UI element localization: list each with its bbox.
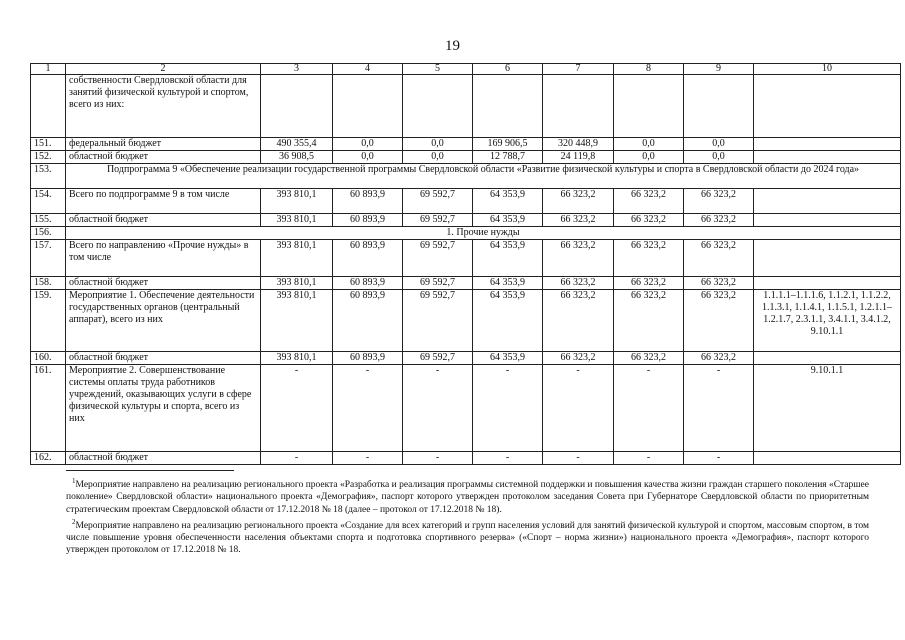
table-row: [31, 290, 901, 352]
value-cell: 66 323,2: [614, 277, 684, 290]
value-cell: 169 906,5: [473, 138, 543, 151]
footnote-separator: [66, 470, 234, 471]
footnote-1: [66, 475, 869, 516]
value-cell: 60 893,9: [333, 189, 403, 214]
footnote-text: Мероприятие направлено на реализацию регионального проекта «Создание для всех категорий и групп населения условий для занятий физической культурой и спортом, массовым спортом, в том числе повышение уровня обеспеченности населения объектами спорта и подготовка спортивного резерва» («Спорт – норма жизни») национального проекта «Демография», паспорт которого утвержден протоколом от 17.12.2018 № 18.: [66, 520, 869, 556]
row-label-cell: собственности Свердловской области для занятий физической культурой и спортом, всего из них:: [66, 75, 261, 138]
column-number: 2: [66, 64, 261, 75]
value-cell: 69 592,7: [403, 352, 473, 365]
value-cell: 66 323,2: [684, 189, 754, 214]
value-cell: 24 119,8: [543, 151, 614, 164]
table-body: [31, 64, 901, 465]
value-cell: [473, 75, 543, 138]
section-title-cell: 1. Прочие нужды: [66, 227, 901, 240]
value-cell: 66 323,2: [543, 189, 614, 214]
row-label-cell: областной бюджет: [66, 352, 261, 365]
value-cell: 490 355,4: [261, 138, 333, 151]
value-cell: 0,0: [333, 151, 403, 164]
table-row: [31, 151, 901, 164]
value-cell: 66 323,2: [684, 214, 754, 227]
table-row: [31, 189, 901, 214]
value-cell: 66 323,2: [614, 240, 684, 277]
value-cell: -: [543, 365, 614, 452]
target-indicator-cell: 9.10.1.1: [754, 365, 901, 452]
value-cell: 60 893,9: [333, 290, 403, 352]
value-cell: -: [614, 365, 684, 452]
value-cell: 0,0: [403, 138, 473, 151]
value-cell: 0,0: [614, 138, 684, 151]
value-cell: 66 323,2: [684, 240, 754, 277]
value-cell: 64 353,9: [473, 277, 543, 290]
target-indicator-cell: [754, 240, 901, 277]
row-number-cell: 156.: [31, 227, 66, 240]
table-row: [31, 75, 901, 138]
value-cell: -: [333, 452, 403, 465]
value-cell: -: [473, 365, 543, 452]
target-indicator-cell: 1.1.1.1–1.1.1.6, 1.1.2.1, 1.1.2.2, 1.1.3.1, 1.1.4.1, 1.1.5.1, 1.2.1.1–1.2.1.7, 2.3.1.1, 3.4.1.1, 3.4.1.2, 9.10.1.1: [754, 290, 901, 352]
column-number: 7: [543, 64, 614, 75]
value-cell: -: [614, 452, 684, 465]
value-cell: 393 810,1: [261, 214, 333, 227]
value-cell: 12 788,7: [473, 151, 543, 164]
value-cell: 60 893,9: [333, 240, 403, 277]
row-label-cell: федеральный бюджет: [66, 138, 261, 151]
value-cell: [684, 75, 754, 138]
budget-table: [30, 63, 901, 465]
row-label-cell: областной бюджет: [66, 151, 261, 164]
value-cell: -: [403, 365, 473, 452]
target-indicator-cell: [754, 277, 901, 290]
column-number: 6: [473, 64, 543, 75]
value-cell: [403, 75, 473, 138]
value-cell: 66 323,2: [614, 214, 684, 227]
value-cell: 60 893,9: [333, 352, 403, 365]
row-number-cell: 162.: [31, 452, 66, 465]
value-cell: 64 353,9: [473, 290, 543, 352]
table-row: [31, 277, 901, 290]
value-cell: -: [684, 365, 754, 452]
value-cell: 64 353,9: [473, 240, 543, 277]
value-cell: 36 908,5: [261, 151, 333, 164]
footnote-mark: 1: [72, 477, 76, 485]
target-indicator-cell: [754, 352, 901, 365]
value-cell: 60 893,9: [333, 277, 403, 290]
value-cell: 0,0: [684, 138, 754, 151]
column-number: 9: [684, 64, 754, 75]
value-cell: -: [473, 452, 543, 465]
value-cell: 66 323,2: [684, 290, 754, 352]
row-label-cell: Мероприятие 1. Обеспечение деятельности государственных органов (центральный аппарат), всего из них: [66, 290, 261, 352]
value-cell: 64 353,9: [473, 352, 543, 365]
value-cell: -: [403, 452, 473, 465]
row-number-cell: 151.: [31, 138, 66, 151]
footnotes: [66, 475, 869, 557]
target-indicator-cell: [754, 214, 901, 227]
footnote-mark: 2: [72, 517, 76, 526]
column-number: 3: [261, 64, 333, 75]
page-number: 19: [445, 38, 460, 54]
value-cell: 0,0: [333, 138, 403, 151]
table-row: [31, 352, 901, 365]
row-number-cell: 157.: [31, 240, 66, 277]
row-label-cell: Мероприятие 2. Совершенствование системы оплаты труда работников учреждений, оказывающих услуги в сфере физической культуры и спорта, всего из них: [66, 365, 261, 452]
value-cell: -: [333, 365, 403, 452]
value-cell: 66 323,2: [684, 352, 754, 365]
row-number-cell: 158.: [31, 277, 66, 290]
value-cell: 69 592,7: [403, 240, 473, 277]
value-cell: [543, 75, 614, 138]
value-cell: 393 810,1: [261, 290, 333, 352]
target-indicator-cell: [754, 75, 901, 138]
table-row: [31, 227, 901, 240]
row-label-cell: областной бюджет: [66, 277, 261, 290]
value-cell: [333, 75, 403, 138]
table-row: [31, 452, 901, 465]
row-number-cell: [31, 75, 66, 138]
row-number-cell: 154.: [31, 189, 66, 214]
footnote-2: [66, 516, 869, 557]
value-cell: 60 893,9: [333, 214, 403, 227]
value-cell: 393 810,1: [261, 240, 333, 277]
value-cell: -: [684, 452, 754, 465]
value-cell: [614, 75, 684, 138]
row-number-cell: 159.: [31, 290, 66, 352]
footnote-text: Мероприятие направлено на реализацию регионального проекта «Разработка и реализация программы системной поддержки и повышения качества жизни граждан старшего поколения «Старшее поколение» Свердловской области» национального проекта «Демография», паспорт которого утвержден протоколом заседания Совета при Губернаторе Свердловской области по приоритетным стратегическим проектам Свердловской области от 17.12.2018 № 18 (далее – протокол от 17.12.2018 № 18).: [66, 480, 869, 515]
value-cell: 0,0: [614, 151, 684, 164]
value-cell: 69 592,7: [403, 189, 473, 214]
value-cell: 69 592,7: [403, 277, 473, 290]
value-cell: [261, 75, 333, 138]
value-cell: 64 353,9: [473, 214, 543, 227]
value-cell: 66 323,2: [543, 277, 614, 290]
row-number-cell: 152.: [31, 151, 66, 164]
row-number-cell: 160.: [31, 352, 66, 365]
table-row: [31, 138, 901, 151]
column-number: 1: [31, 64, 66, 75]
value-cell: 66 323,2: [543, 290, 614, 352]
table-row: [31, 164, 901, 189]
row-label-cell: областной бюджет: [66, 452, 261, 465]
value-cell: 66 323,2: [614, 189, 684, 214]
table-row: [31, 240, 901, 277]
row-number-cell: 155.: [31, 214, 66, 227]
row-number-cell: 161.: [31, 365, 66, 452]
value-cell: 66 323,2: [614, 290, 684, 352]
value-cell: 0,0: [684, 151, 754, 164]
column-number: 5: [403, 64, 473, 75]
table-row: [31, 214, 901, 227]
value-cell: 69 592,7: [403, 214, 473, 227]
row-number-cell: 153.: [31, 164, 66, 189]
table-row: [31, 365, 901, 452]
value-cell: 66 323,2: [543, 352, 614, 365]
column-number: 4: [333, 64, 403, 75]
value-cell: 393 810,1: [261, 189, 333, 214]
row-label-cell: Всего по направлению «Прочие нужды» в том числе: [66, 240, 261, 277]
column-number: 10: [754, 64, 901, 75]
column-number-header: [31, 64, 901, 75]
value-cell: 0,0: [403, 151, 473, 164]
value-cell: 64 353,9: [473, 189, 543, 214]
value-cell: 66 323,2: [614, 352, 684, 365]
target-indicator-cell: [754, 189, 901, 214]
target-indicator-cell: [754, 151, 901, 164]
section-title-cell: Подпрограмма 9 «Обеспечение реализации государственной программы Свердловской области «Развитие физической культуры и спорта в Свердловской области до 2024 года»: [66, 164, 901, 189]
value-cell: 69 592,7: [403, 290, 473, 352]
value-cell: 66 323,2: [543, 240, 614, 277]
value-cell: 393 810,1: [261, 352, 333, 365]
row-label-cell: областной бюджет: [66, 214, 261, 227]
row-label-cell: Всего по подпрограмме 9 в том числе: [66, 189, 261, 214]
value-cell: 393 810,1: [261, 277, 333, 290]
column-number: 8: [614, 64, 684, 75]
target-indicator-cell: [754, 452, 901, 465]
value-cell: 66 323,2: [684, 277, 754, 290]
value-cell: 66 323,2: [543, 214, 614, 227]
value-cell: -: [543, 452, 614, 465]
target-indicator-cell: [754, 138, 901, 151]
value-cell: 320 448,9: [543, 138, 614, 151]
value-cell: -: [261, 452, 333, 465]
value-cell: -: [261, 365, 333, 452]
